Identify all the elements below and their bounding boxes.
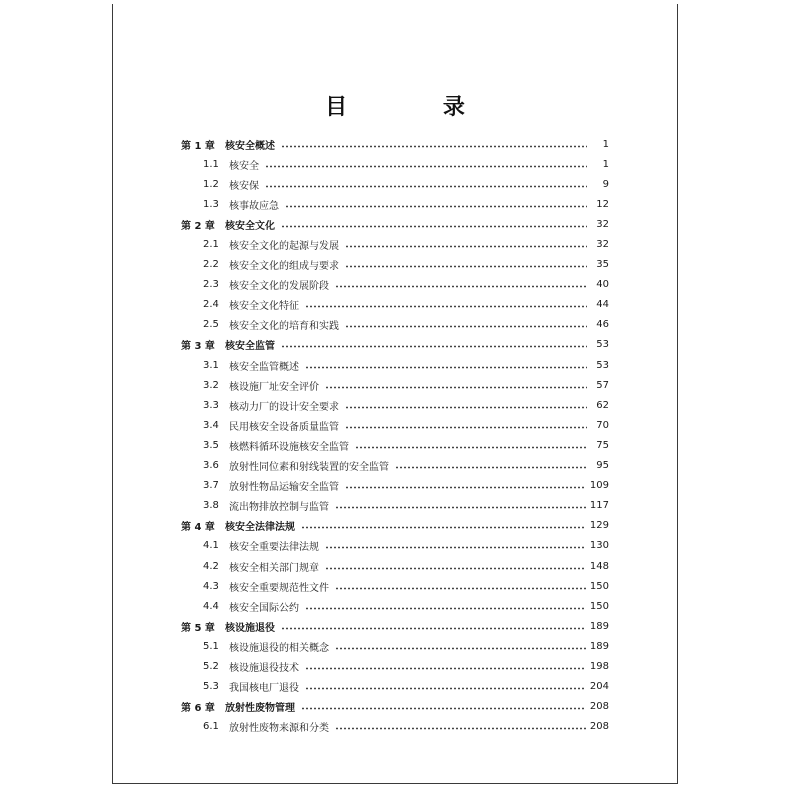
- toc-entry-title: 核安全概述: [225, 140, 275, 152]
- toc-entry-number: 第 1 章: [181, 140, 215, 152]
- toc-dot-leader: [345, 406, 587, 409]
- toc-dot-leader: [345, 265, 587, 268]
- toc-entry-title: 流出物排放控制与监管: [229, 502, 329, 514]
- toc-entry-number: 1.1: [203, 158, 219, 170]
- toc-dot-leader: [345, 486, 586, 489]
- toc-page-number: 117: [589, 500, 609, 512]
- toc-section-entry[interactable]: [181, 275, 609, 295]
- toc-entry-title: 核安全文化的培育和实践: [229, 321, 339, 333]
- toc-page-number: 150: [589, 580, 609, 592]
- toc-section-entry[interactable]: [181, 234, 609, 254]
- toc-dot-leader: [281, 627, 586, 630]
- toc-entry-title: 核安全法律法规: [225, 522, 295, 534]
- toc-entry-number: 1.2: [203, 178, 219, 190]
- toc-page-number: 57: [596, 379, 609, 391]
- toc-entry-number: 5.2: [203, 660, 219, 672]
- toc-dot-leader: [335, 727, 586, 730]
- toc-entry-number: 3.4: [203, 419, 219, 431]
- toc-entry-title: 核安全监管: [225, 341, 275, 353]
- toc-entry-number: 2.3: [203, 279, 219, 291]
- toc-dot-leader: [345, 245, 587, 248]
- toc-page-number: 208: [589, 721, 609, 733]
- toc-dot-leader: [281, 345, 587, 348]
- toc-entry-title: 我国核电厂退役: [229, 683, 299, 695]
- toc-section-entry[interactable]: [181, 174, 609, 194]
- toc-entry-title: 核安全文化的起源与发展: [229, 241, 339, 253]
- toc-section-entry[interactable]: [181, 636, 609, 656]
- toc-section-entry[interactable]: [181, 536, 609, 556]
- toc-section-entry[interactable]: [181, 677, 609, 697]
- toc-dot-leader: [305, 366, 587, 369]
- toc-dot-leader: [335, 647, 586, 650]
- toc-entry-number: 2.4: [203, 299, 219, 311]
- toc-entry-title: 核安全文化的组成与要求: [229, 261, 339, 273]
- toc-entry-title: 放射性同位素和射线装置的安全监管: [229, 462, 389, 474]
- toc-dot-leader: [265, 185, 587, 188]
- toc-page-number: 40: [596, 279, 609, 291]
- toc-section-entry[interactable]: [181, 435, 609, 455]
- page-title: 目 录: [325, 94, 509, 120]
- toc-entry-title: 放射性废物管理: [225, 703, 295, 715]
- toc-entry-number: 3.6: [203, 460, 219, 472]
- toc-entry-title: 核安全文化的发展阶段: [229, 281, 329, 293]
- toc-page-number: 148: [589, 560, 609, 572]
- toc-section-entry[interactable]: [181, 154, 609, 174]
- toc-page-number: 189: [589, 640, 609, 652]
- toc-section-entry[interactable]: [181, 656, 609, 676]
- toc-entry-number: 3.7: [203, 480, 219, 492]
- toc-entry-title: 核事故应急: [229, 200, 279, 212]
- toc-entry-title: 核安全文化特征: [229, 301, 299, 313]
- toc-section-entry[interactable]: [181, 456, 609, 476]
- toc-entry-title: 放射性物品运输安全监管: [229, 482, 339, 494]
- toc-page-number: 12: [596, 198, 609, 210]
- toc-dot-leader: [305, 305, 587, 308]
- toc-chapter-entry[interactable]: [181, 516, 609, 536]
- toc-page-number: 70: [596, 419, 609, 431]
- toc-entry-number: 4.3: [203, 580, 219, 592]
- toc-section-entry[interactable]: [181, 717, 609, 737]
- toc-section-entry[interactable]: [181, 476, 609, 496]
- toc-page-number: 32: [596, 218, 609, 230]
- toc-section-entry[interactable]: [181, 556, 609, 576]
- toc-entry-title: 核安全文化: [225, 220, 275, 232]
- toc-entry-number: 第 5 章: [181, 622, 215, 634]
- toc-entry-title: 核安全: [229, 160, 259, 172]
- toc-entry-number: 2.1: [203, 239, 219, 251]
- toc-page-number: 53: [596, 359, 609, 371]
- toc-dot-leader: [325, 546, 586, 549]
- toc-dot-leader: [305, 687, 586, 690]
- toc-page-number: 208: [589, 701, 609, 713]
- toc-entry-number: 4.2: [203, 560, 219, 572]
- toc-section-entry[interactable]: [181, 395, 609, 415]
- toc-chapter-entry[interactable]: [181, 335, 609, 355]
- toc-entry-title: 核设施退役技术: [229, 662, 299, 674]
- toc-page-number: 32: [596, 239, 609, 251]
- toc-dot-leader: [345, 426, 587, 429]
- toc-page-number: 75: [596, 439, 609, 451]
- toc-entry-title: 核安保: [229, 180, 259, 192]
- toc-entry-title: 核燃料循环设施核安全监管: [229, 441, 349, 453]
- toc-entry-number: 6.1: [203, 721, 219, 733]
- toc-dot-leader: [335, 506, 586, 509]
- toc-entry-title: 核设施退役: [225, 622, 275, 634]
- toc-entry-title: 核安全国际公约: [229, 602, 299, 614]
- toc-dot-leader: [281, 145, 587, 148]
- toc-entry-number: 1.3: [203, 198, 219, 210]
- toc-chapter-entry[interactable]: [181, 697, 609, 717]
- toc-entry-number: 3.3: [203, 399, 219, 411]
- toc-dot-leader: [355, 446, 587, 449]
- toc-page-number: 35: [596, 259, 609, 271]
- toc-entry-number: 第 3 章: [181, 341, 215, 353]
- toc-entry-number: 5.1: [203, 640, 219, 652]
- toc-page-number: 44: [596, 299, 609, 311]
- toc-entry-number: 3.8: [203, 500, 219, 512]
- toc-dot-leader: [335, 285, 587, 288]
- toc-page-number: 1: [602, 158, 609, 170]
- toc-page-number: 53: [596, 339, 609, 351]
- toc-section-entry[interactable]: [181, 315, 609, 335]
- toc-entry-number: 4.1: [203, 540, 219, 552]
- toc-entry-number: 5.3: [203, 681, 219, 693]
- toc-entry-number: 2.5: [203, 319, 219, 331]
- toc-section-entry[interactable]: [181, 355, 609, 375]
- toc-entry-number: 2.2: [203, 259, 219, 271]
- toc-entry-number: 4.4: [203, 600, 219, 612]
- toc-dot-leader: [301, 707, 586, 710]
- toc-page-number: 1: [602, 138, 609, 150]
- toc-page-number: 109: [589, 480, 609, 492]
- toc-dot-leader: [285, 205, 587, 208]
- document-page: [112, 4, 678, 784]
- toc-page-number: 189: [589, 620, 609, 632]
- toc-entry-title: 放射性废物来源和分类: [229, 723, 329, 735]
- toc-page-number: 198: [589, 660, 609, 672]
- toc-section-entry[interactable]: [181, 255, 609, 275]
- toc-dot-leader: [325, 386, 587, 389]
- toc-entry-title: 民用核安全设备质量监管: [229, 421, 339, 433]
- toc-entry-title: 核设施退役的相关概念: [229, 642, 329, 654]
- toc-page-number: 150: [589, 600, 609, 612]
- toc-entry-number: 第 2 章: [181, 220, 215, 232]
- toc-entry-title: 核安全相关部门规章: [229, 562, 319, 574]
- toc-dot-leader: [305, 667, 586, 670]
- table-of-contents: [181, 134, 609, 737]
- toc-dot-leader: [305, 607, 586, 610]
- toc-dot-leader: [335, 587, 586, 590]
- toc-page-number: 204: [589, 681, 609, 693]
- toc-page-number: 129: [589, 520, 609, 532]
- toc-page-number: 9: [602, 178, 609, 190]
- toc-section-entry[interactable]: [181, 415, 609, 435]
- toc-entry-title: 核安全重要法律法规: [229, 542, 319, 554]
- toc-section-entry[interactable]: [181, 194, 609, 214]
- toc-page-number: 46: [596, 319, 609, 331]
- toc-entry-title: 核动力厂的设计安全要求: [229, 401, 339, 413]
- toc-page-number: 95: [596, 460, 609, 472]
- toc-dot-leader: [395, 466, 587, 469]
- toc-entry-title: 核安全监管概述: [229, 361, 299, 373]
- toc-section-entry[interactable]: [181, 576, 609, 596]
- toc-chapter-entry[interactable]: [181, 214, 609, 234]
- toc-chapter-entry[interactable]: [181, 134, 609, 154]
- toc-section-entry[interactable]: [181, 496, 609, 516]
- toc-page-number: 130: [589, 540, 609, 552]
- toc-chapter-entry[interactable]: [181, 616, 609, 636]
- toc-entry-number: 3.5: [203, 439, 219, 451]
- toc-dot-leader: [301, 526, 586, 529]
- toc-dot-leader: [281, 225, 587, 228]
- toc-page-number: 62: [596, 399, 609, 411]
- toc-dot-leader: [345, 325, 587, 328]
- toc-dot-leader: [325, 567, 586, 570]
- toc-entry-number: 3.2: [203, 379, 219, 391]
- toc-entry-number: 第 6 章: [181, 703, 215, 715]
- toc-entry-title: 核设施厂址安全评价: [229, 381, 319, 393]
- toc-entry-number: 3.1: [203, 359, 219, 371]
- toc-dot-leader: [265, 165, 587, 168]
- toc-section-entry[interactable]: [181, 596, 609, 616]
- toc-section-entry[interactable]: [181, 295, 609, 315]
- toc-section-entry[interactable]: [181, 375, 609, 395]
- toc-entry-number: 第 4 章: [181, 522, 215, 534]
- toc-entry-title: 核安全重要规范性文件: [229, 582, 329, 594]
